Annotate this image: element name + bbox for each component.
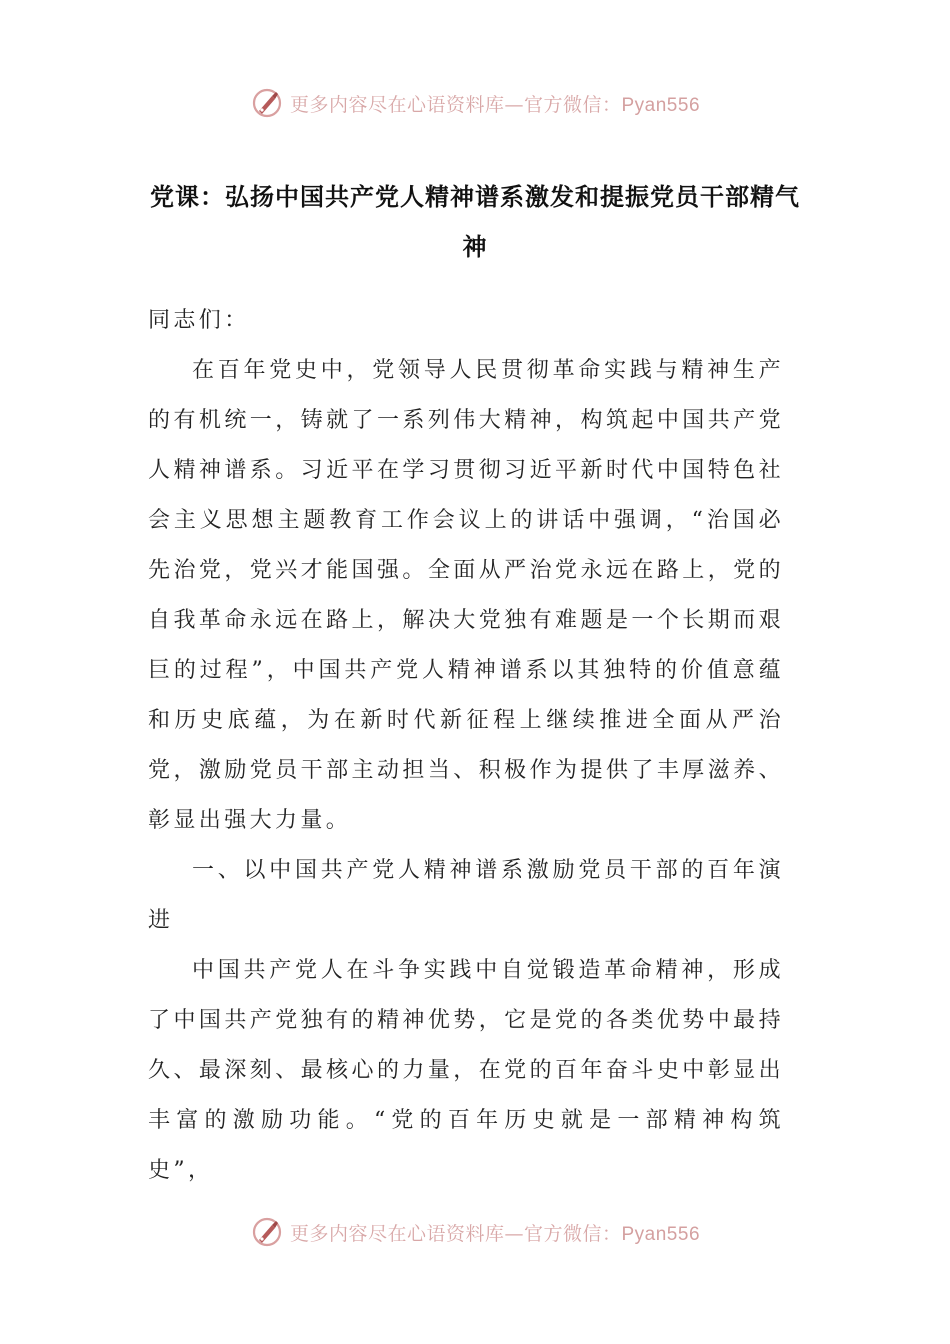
watermark-banner-top: [0, 83, 950, 123]
document-body: [148, 296, 784, 1196]
pen-logo-icon: [250, 86, 284, 120]
document-title: 党课：弘扬中国共产党人精神谱系激发和提振党员干部精气神: [150, 183, 800, 261]
watermark-text: 更多内容尽在心语资料库—官方微信：Pyan556: [289, 93, 701, 116]
paragraph-2: 中国共产党人在斗争实践中自觉锻造革命精神，形成了中国共产党独有的精神优势，它是党的各类优势中最持久、最深刻、最核心的力量，在党的百年奋斗史中彰显出丰富的激励功能。“党的百年历史就是一部精神构筑史”，: [148, 958, 784, 1183]
paragraph-1: 在百年党史中，党领导人民贯彻革命实践与精神生产的有机统一，铸就了一系列伟大精神，构筑起中国共产党人精神谱系。习近平在学习贯彻习近平新时代中国特色社会主义思想主题教育工作会议上的讲话中强调，“治国必先治党，党兴才能国强。全面从严治党永远在路上，党的自我革命永远在路上，解决大党独有难题是一个长期而艰巨的过程”，中国共产党人精神谱系以其独特的价值意蕴和历史底蕴，为在新时代新征程上继续推进全面从严治党，激励党员干部主动担当、积极作为提供了丰厚滋养、彰显出强大力量。: [148, 358, 784, 833]
section-heading-1: 一、以中国共产党人精神谱系激励党员干部的百年演进: [148, 858, 784, 933]
watermark-banner-bottom: [0, 1212, 950, 1252]
pen-logo-icon: [250, 1215, 284, 1249]
salutation: 同志们：: [148, 308, 250, 333]
watermark-text: 更多内容尽在心语资料库—官方微信：Pyan556: [289, 1222, 701, 1245]
